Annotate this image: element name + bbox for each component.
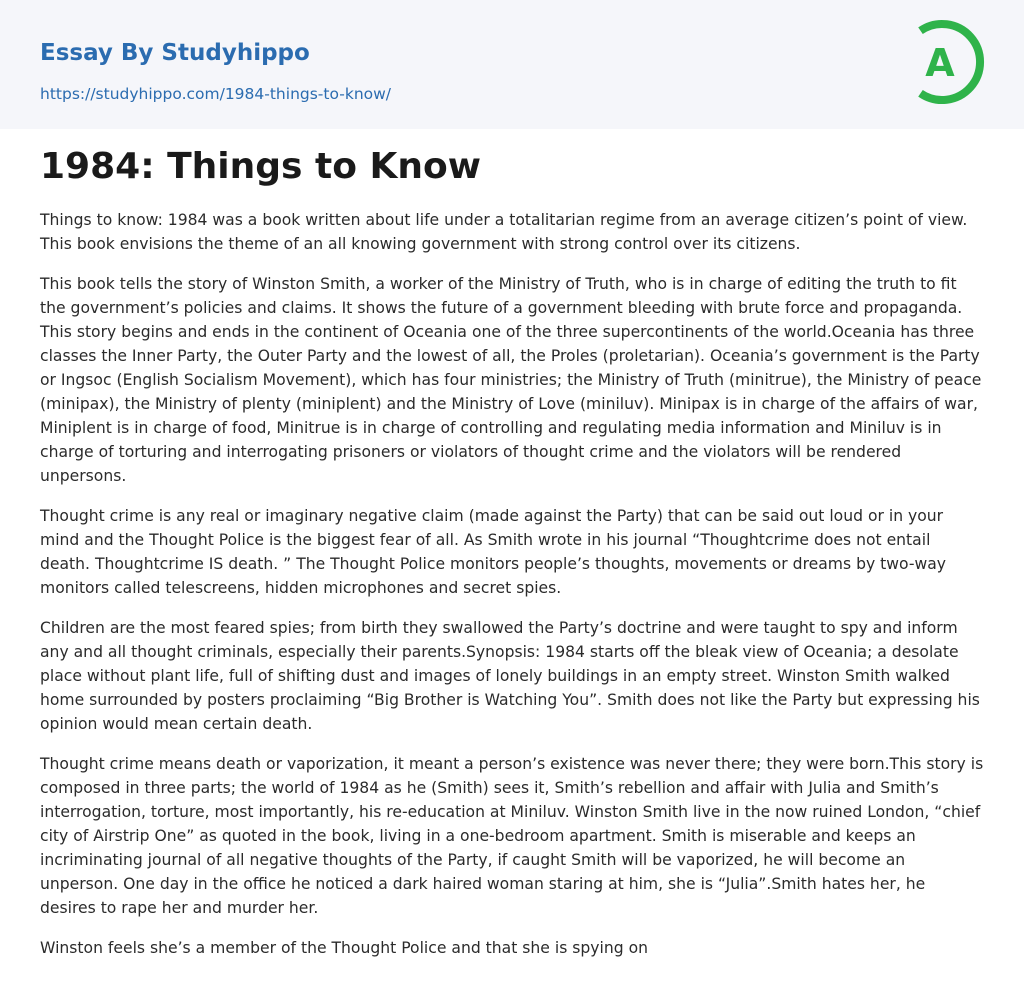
article-paragraph: Things to know: 1984 was a book written about life under a totalitarian regime from an average citizen’s point of view. This book envisions the theme of an all knowing government with strong control over its citizens. [40, 211, 968, 253]
article-paragraph: Children are the most feared spies; from birth they swallowed the Party’s doctrine and were taught to spy and inform any and all thought criminals, especially their parents.Synopsis: 1984 starts off the bleak view of Oceania; a desolate place without plant life, full of shifting dust and images of lonely buildings in an empty street. Winston Smith walked home surrounded by posters proclaiming “Big Brother is Watching You”. Smith does not like the Party but expressing his opinion would mean certain death. [40, 619, 980, 733]
page-title: 1984: Things to Know [40, 146, 481, 187]
article-paragraph: Winston feels she’s a member of the Thought Police and that she is spying on [40, 939, 649, 957]
article-paragraph: Thought crime means death or vaporization, it meant a person’s existence was never there; they were born.This story is composed in three parts; the world of 1984 as he (Smith) sees it, Smith’s rebellion and affair with Julia and Smith’s interrogation, torture, most importantly, his re-education at Miniluv. Winston Smith live in the now ruined London, “chief city of Airstrip One” as quoted in the book, living in a one-bedroom apartment. Smith is miserable and keeps an incriminating journal of all negative thoughts of the Party, if caught Smith will be vaporized, he will become an unperson. One day in the office he noticed a dark haired woman staring at him, she is “Julia”.Smith hates her, he desires to rape her and murder her. [40, 755, 984, 917]
article [40, 140, 984, 976]
logo-letter: A [925, 41, 955, 85]
logo-icon[interactable] [910, 18, 988, 106]
page-header [0, 0, 1024, 129]
article-paragraph: Thought crime is any real or imaginary negative claim (made against the Party) that can be said out loud or in your mind and the Thought Police is the biggest fear of all. As Smith wrote in his journal “Thoughtcrime does not entail death. Thoughtcrime IS death. ” The Thought Police monitors people’s thoughts, movements or dreams by two-way monitors called telescreens, hidden microphones and secret spies. [40, 507, 947, 597]
article-paragraph: This book tells the story of Winston Smith, a worker of the Ministry of Truth, who is in charge of editing the truth to fit the government’s policies and claims. It shows the future of a government bleeding with brute force and propaganda. This story begins and ends in the continent of Oceania one of the three supercontinents of the world.Oceania has three classes the Inner Party, the Outer Party and the lowest of all, the Proles (proletarian). Oceania’s government is the Party or Ingsoc (English Socialism Movement), which has four ministries; the Ministry of Truth (minitrue), the Ministry of peace (minipax), the Ministry of plenty (miniplent) and the Ministry of Love (miniluv). Minipax is in charge of the affairs of war, Miniplent is in charge of food, Minitrue is in charge of controlling and regulating media information and Miniluv is in charge of torturing and interrogating prisoners or violators of thought crime and the violators will be rendered unpersons. [40, 275, 982, 485]
source-url-link[interactable]: https://studyhippo.com/1984-things-to-know/ [40, 85, 392, 103]
brand-title[interactable]: Essay By Studyhippo [40, 40, 310, 66]
